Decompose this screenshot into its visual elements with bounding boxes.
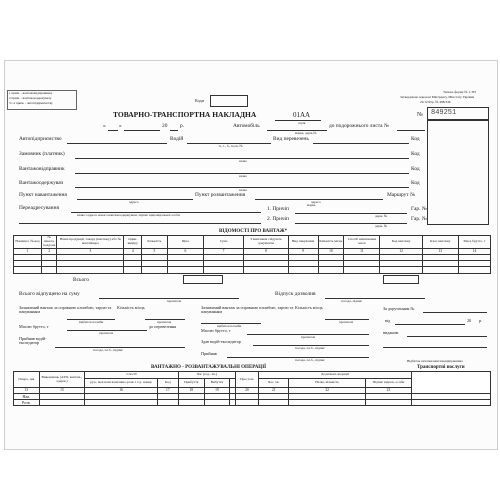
vat-label: Відпуск дозволив — [275, 291, 316, 297]
col-number: 18 — [178, 388, 204, 394]
ops-row-label: Нав. — [14, 394, 40, 400]
waybill-label: до подорожнього листа № — [329, 123, 390, 129]
automobile-label: Автомобіль — [233, 123, 260, 129]
col-number: 7 — [203, 249, 243, 255]
trailer1-reg-caption: держ. № — [375, 214, 388, 218]
copy-notes-frame — [7, 90, 77, 110]
recipient-label: Вантажоодержувач — [19, 180, 64, 186]
cargo-info-title: ВІДОМОСТІ ПРО ВАНТАЖ* — [219, 229, 288, 234]
ops-title: ВАНТАЖНО - РОЗВАНТАЖУВАЛЬНІ ОПЕРАЦІЇ — [151, 365, 267, 370]
ops-header: Опера- ція — [14, 372, 40, 388]
ops-header: Виконавець (АТП, вантаж-, одерж.) — [39, 372, 85, 388]
table-row[interactable] — [14, 267, 491, 273]
col-number: 21 — [259, 388, 289, 394]
carrier-line[interactable] — [67, 143, 167, 144]
carrier-label: Автопідприємство — [19, 136, 62, 142]
automobile-caption: марка, держ.№ — [295, 131, 317, 135]
cargo-header: Назва продукції, товару (вантажу) або № контейнера — [57, 236, 124, 249]
sender-caption: назва — [239, 174, 247, 178]
code-label-3: Код — [411, 166, 420, 172]
handed-caption: посада, п.і.б., підпис — [295, 346, 325, 350]
unloading-address-caption: адреса — [311, 200, 321, 204]
col-number: 5 — [142, 249, 168, 255]
transport-type-label: Вид перевезень — [273, 136, 309, 142]
date-quote-open: « — [103, 123, 106, 129]
gross-caption: прописом — [99, 331, 114, 335]
copy-note-3: 3 і 4 прим. - автопідприємству — [9, 101, 53, 105]
vat-line[interactable] — [325, 298, 425, 299]
col-number: 12 — [380, 249, 422, 255]
copy-note-2: 2 прим. - вантажоодержувачу — [9, 96, 52, 100]
delivered-seal-caption: відбиток пломби — [217, 324, 242, 328]
ops-header: Код — [157, 379, 178, 388]
seal-caption: відбиток пломби — [79, 320, 104, 324]
cargo-table — [13, 235, 491, 274]
ops-header: Простою — [235, 372, 258, 388]
poa-line[interactable] — [423, 312, 487, 313]
col-number: 2 — [41, 249, 56, 255]
delivered-places-label: Кількість місць — [295, 305, 323, 310]
trailer1-label: 1. Причіп — [267, 206, 289, 212]
approval-date-note: 29.12.95р. № 488/346 — [420, 100, 451, 104]
col-number: 22 — [289, 388, 366, 394]
transport-services-title: Транспортні послуги — [417, 365, 465, 370]
col-number: 16 — [85, 388, 157, 394]
readdress-line-2[interactable] — [19, 223, 261, 224]
col-number: 23 — [366, 388, 412, 394]
ops-header: Додаткові операції — [259, 372, 412, 379]
code-label-2: Код — [411, 151, 420, 157]
trailer2-line[interactable] — [295, 223, 407, 224]
waybill-form — [4, 60, 498, 450]
poa-date-line[interactable] — [395, 324, 465, 325]
series-value[interactable]: 01АА — [293, 111, 311, 119]
issued-label: виданим — [383, 330, 399, 335]
col-number: 9 — [288, 249, 318, 255]
trailer1-caption: марка — [307, 203, 316, 207]
trailer2-reg-caption: держ. № — [375, 224, 388, 228]
poa-year: 20 — [467, 318, 472, 323]
year-prefix: 20 — [162, 123, 168, 129]
ops-header: Прибуття — [178, 379, 204, 388]
cargo-header: Спосіб визначення маси — [344, 236, 380, 249]
date-quote-close: » — [119, 123, 122, 129]
operations-table — [13, 371, 491, 406]
total-cells — [183, 275, 223, 284]
sealed-label: Зазначений вантаж за справною пломбою, тарою та пакуванням — [19, 305, 112, 315]
places-caption: прописом — [157, 320, 172, 324]
col-number: 6 — [167, 249, 203, 255]
garage2-label: Гар. № — [411, 216, 427, 222]
cargo-header: Один. виміру — [124, 236, 142, 249]
delivered-places-caption: прописом — [339, 320, 354, 324]
places-label: Кількість місць — [117, 305, 145, 310]
delivered-label: Зазначений вантаж за справною пломбою, тарою та пакуванням — [201, 305, 294, 315]
delivered-gross-label: Масою брутто, т — [201, 328, 231, 333]
accepted-label: Прийняв — [201, 351, 217, 356]
cargo-header: Сума — [203, 236, 243, 249]
garage1-label: Гар. № — [411, 206, 427, 212]
ops-header: Вибуття — [204, 379, 230, 388]
codes-box[interactable] — [210, 95, 248, 107]
table-row[interactable] — [14, 400, 491, 406]
year-suffix: р. — [180, 123, 185, 129]
poa-year-suffix: р. — [479, 318, 483, 323]
total-label: Всього — [73, 277, 89, 283]
customer-caption: назва — [239, 159, 247, 163]
stamp-caption: Відбиток печатки вантажовідправника — [407, 359, 463, 363]
recipient-caption: назва — [239, 188, 247, 192]
cargo-header: Клас вантажу — [422, 236, 458, 249]
cargo-header: Вид пакування — [288, 236, 318, 249]
handed-label: Здав водій-експедитор — [201, 339, 241, 344]
approval-note: Затверджено наказом Мінтрансу, Мінстату України — [400, 95, 475, 99]
col-number: 20 — [235, 388, 258, 394]
form-type-note: Типова форма № 1-ТН — [443, 90, 476, 94]
col-number: 13 — [422, 249, 458, 255]
copy-note-1: 1 прим. - вантажовідправнику — [9, 91, 53, 95]
col-number: 8 — [244, 249, 288, 255]
receive-label: до перевезення — [149, 324, 177, 329]
readdress-label: Переадресування — [19, 205, 59, 211]
poa-label: За дорученням № — [383, 306, 415, 311]
doc-number: 849251 — [431, 109, 457, 117]
col-number: 10 — [318, 249, 344, 255]
driver-received-label: Прийняв водій-експедитор — [19, 336, 47, 346]
ops-row-label: Розв. — [14, 400, 40, 406]
col-number: 15 — [39, 388, 85, 394]
col-number: 14 — [458, 249, 490, 255]
total-places — [383, 275, 419, 284]
issued-line[interactable] — [407, 336, 487, 337]
readdress-caption: назва і адреса нового вантажоодержувача, підпис відповідальної особи — [77, 213, 180, 217]
cargo-header: № пакета, поддона — [42, 235, 56, 247]
ops-header: Час, хв. — [259, 379, 289, 388]
col-number: 17 — [157, 388, 178, 394]
gross-label: Масою брутто, т — [19, 324, 49, 329]
transport-services-cell[interactable] — [411, 372, 490, 394]
col-number: 13 — [14, 388, 40, 394]
ops-header: руч., мех.назв вантажно-розв. і т.д. номер — [85, 379, 157, 388]
loading-address-caption: адреса — [129, 200, 139, 204]
unloading-point-label: Пункт розвантаження — [195, 192, 246, 198]
driver-caption: п., і., б., посв. № — [219, 144, 243, 148]
col-number: 11 — [344, 249, 380, 255]
ops-header: Підпис відпов. особи — [366, 379, 412, 388]
cargo-header: Код вантажу — [380, 236, 422, 249]
issued-line-2[interactable] — [383, 347, 487, 348]
released-sum-label: Всього відпущено на суму — [19, 291, 80, 297]
route-label: Маршрут № — [387, 192, 416, 198]
sender-label: Вантажовідправник — [19, 166, 65, 172]
cargo-header: З вантажем слідують документи — [244, 236, 288, 249]
released-words-caption: прописом — [167, 299, 182, 303]
date-month-line[interactable] — [124, 130, 160, 131]
date-day-line[interactable] — [108, 130, 118, 131]
codes-label: Коди — [195, 98, 204, 103]
col-number: 4 — [124, 249, 142, 255]
cargo-header: Кількість місць — [318, 236, 344, 249]
code-label-1: Код — [411, 136, 420, 142]
form-title: ТОВАРНО-ТРАНСПОРТНА НАКЛАДНА — [113, 110, 257, 119]
trailer2-label: 2. Причіп — [267, 216, 289, 222]
code-label-4: Код — [411, 180, 420, 186]
col-number: 19 — [204, 388, 230, 394]
col-number: 3 — [57, 249, 124, 255]
loading-point-label: Пункт навантаження — [19, 192, 67, 198]
cargo-header: Маса брутто, т — [458, 236, 490, 249]
cargo-header: Ціна — [167, 236, 203, 249]
driver-label: Водій — [170, 136, 184, 142]
accepted-caption: посада, п.і.б., підпис — [295, 358, 325, 362]
ops-header: Назва, кількість — [289, 379, 366, 388]
driver-received-caption: посада, п.і.б., підпис — [93, 348, 123, 352]
date-year-line[interactable] — [170, 130, 178, 131]
col-number: 1 — [14, 249, 42, 255]
cargo-header: Кількість — [142, 236, 168, 249]
cargo-header: Номенкл. №,код — [14, 236, 42, 249]
delivered-gross-caption: прописом — [301, 335, 316, 339]
ops-header: Спосіб — [85, 372, 179, 379]
trailer1-line[interactable] — [295, 213, 407, 214]
customer-label: Замовник (платник) — [19, 151, 65, 157]
transport-type-line[interactable] — [313, 143, 409, 144]
codes-column — [427, 119, 489, 225]
series-caption: серія — [298, 121, 306, 125]
ops-header: Час (год., хв.) — [178, 372, 235, 379]
number-sign: № — [417, 111, 423, 118]
waybill-line[interactable] — [397, 130, 425, 131]
from-label: від — [385, 318, 391, 323]
vat-caption: посада, підпис — [341, 299, 363, 303]
